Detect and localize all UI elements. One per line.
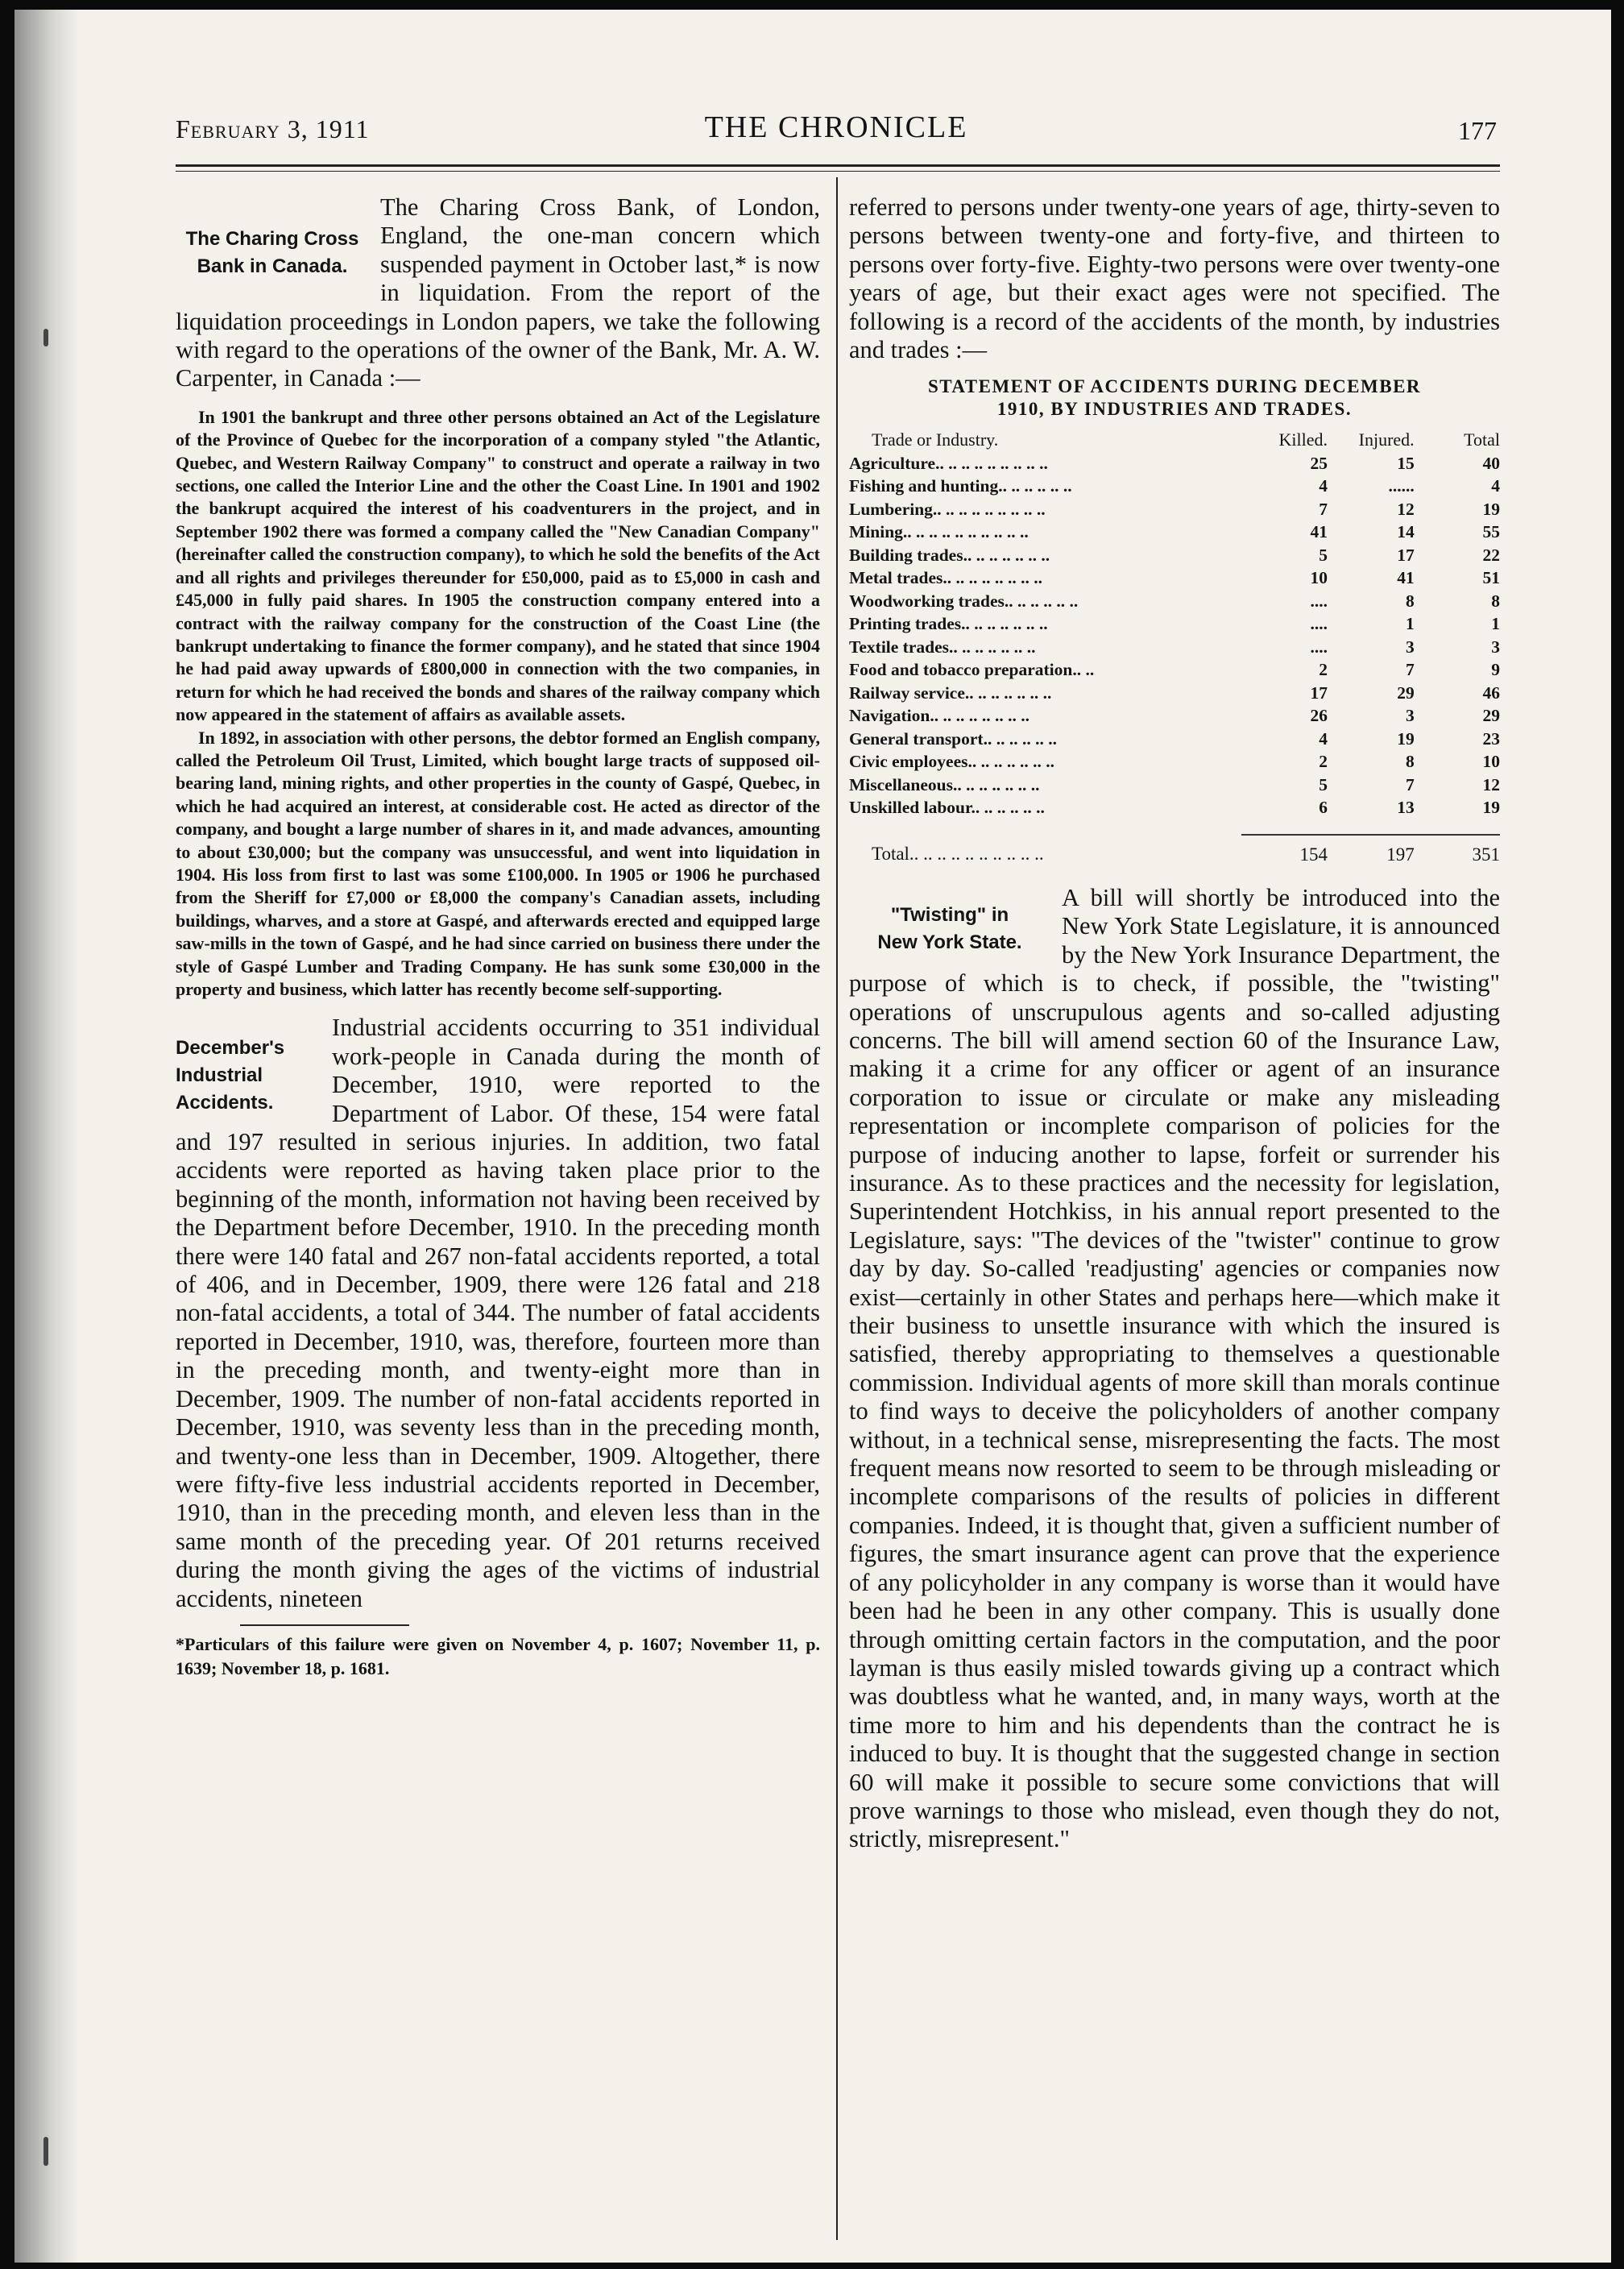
december-accidents-continuation: referred to persons under twenty-one years of age, thirty-seven to persons between twenty-one and forty-five, and thirteen to persons over forty-five. Eighty-two persons were over twenty-one years of age, but their exact ages were not specified. The following is a record of the accidents of the month, by industries and trades :—: [849, 193, 1500, 364]
table-row: [849, 590, 1500, 613]
table-title-line: 1910, BY INDUSTRIES AND TRADES.: [996, 399, 1353, 420]
december-accidents-text: Industrial accidents occurring to 351 individual work-people in Canada during the month of December, 1910, were reported to the Department of Labor. Of these, 154 were fatal and 197 resulted in serious injuries. In addition, two fatal accidents were reported as having taken place prior to the beginning of the month, information not having been received by the Department before December, 1910. In the preceding month there were 140 fatal and 267 non-fatal accidents reported, a total of 406, and in December, 1909, there were 126 fatal and 218 non-fatal accidents, a total of 344. The number of fatal accidents reported in December, 1910, was, therefore, fourteen more than in the preceding month, and twenty-eight more than in December, 1909. The number of non-fatal accidents reported in December, 1910, was seventy less than in the preceding month, and twenty-one less than in December, 1909. Altogether, there were fifty-five less industrial accidents reported in December, 1910, than in the preceding month, and eleven less than in the same month of the preceding year. Of 201 returns received during the month giving the ages of the victims of industrial accidents, nineteen: [176, 1014, 820, 1612]
table-row: [849, 521, 1500, 544]
trade-cell: General transport.. .. .. .. .. ..: [849, 728, 1057, 749]
total-cell: 4: [1491, 476, 1500, 496]
trade-cell: Building trades.. .. .. .. .. .. ..: [849, 545, 1050, 565]
twisting-text: A bill will shortly be introduced into the New York State Legislature, it is announced by the New York Insurance Department, the purpose of which is to check, if possible, the "twisting" operations of unscrupulous agents and so-called adjusting concerns. The bill will amend section 60 of the Insurance Law, making it a crime for any officer or agent of an insurance corporation to issue or circulate or make any misleading representation or incomplete comparison of policies for the purpose of inducing another to lapse, forfeit or surrender his insurance. As to these practices and the necessity for legislation, Superintendent Hotchkiss, in his annual report presented to the Legislature, says: "The devices of the "twister" continue to grow day by day. So-called 'readjusting' agencies or companies now exist—certainly in other States and perhaps here—which make it their business to unsettle insurance with which the insured is satisfied, thereby appropriating to themselves a questionable commission. Individual agents of more skill than morals continue to find ways to deceive the policyholders of another company without, in a technical sense, misrepresenting the facts. The most frequent means now resorted to seem to be through misleading or incomplete comparisons of the results of policies in different companies. Indeed, it is thought that, given a sufficient number of figures, the smart insurance agent can prove that the experience of any policyholder in any company is worse than it would have been had he been in any other company. This is usually done through omitting certain factors in the computation, and the poor layman is thus easily misled towards giving up a contract which was doubtless what he wanted, and, in many ways, worth at the time more to him and his dependents than the contract he is induced to buy. It is thought that the suggested change in section 60 will make it possible to secure some convictions that will prove warnings to those who mislead, even though they do not, strictly, misrepresent.": [849, 883, 1500, 1853]
total-cell: 8: [1491, 591, 1500, 611]
binding-mark: [44, 329, 48, 346]
table-row: [849, 498, 1500, 521]
injured-cell: 3: [1405, 637, 1415, 657]
trade-cell: Navigation.. .. .. .. .. .. .. ..: [849, 706, 1030, 726]
trade-cell: Unskilled labour.. .. .. .. .. ..: [849, 798, 1045, 818]
table-row: [849, 704, 1500, 728]
trade-cell: Metal trades.. .. .. .. .. .. .. ..: [849, 568, 1043, 588]
table-row: [849, 682, 1500, 705]
total-cell: 9: [1491, 660, 1500, 680]
trade-cell: Miscellaneous.. .. .. .. .. .. ..: [849, 774, 1040, 794]
newspaper-page: [14, 10, 1611, 2263]
injured-cell: 8: [1405, 591, 1415, 611]
side-heading-line: The Charing Cross: [185, 228, 359, 250]
injured-cell: 12: [1397, 499, 1415, 519]
total-cell: 51: [1482, 568, 1500, 588]
killed-cell: 41: [1310, 522, 1328, 542]
injured-cell: 1: [1405, 614, 1415, 634]
killed-cell: 2: [1319, 752, 1328, 772]
table-row: [849, 612, 1500, 636]
table-sum-rule: [849, 819, 1500, 835]
table-row: [849, 796, 1500, 819]
column-divider: [836, 177, 838, 2240]
charing-cross-intro: The Charing Cross Bank, of London, England, the one-man concern which suspended payment in October last,* is now in liquidation. From the report of the liquidation proceedings in London papers, we take the following with regard to the operations of the owner of the Bank, Mr. A. W. Carpenter, in Canada :—: [176, 193, 820, 392]
trade-cell: Mining.. .. .. .. .. .. .. .. .. ..: [849, 522, 1029, 542]
total-cell: 19: [1482, 499, 1500, 519]
total-cell: 55: [1482, 522, 1500, 542]
total-cell: 1: [1491, 614, 1500, 634]
right-column: [849, 193, 1500, 1854]
accidents-table: [849, 429, 1500, 874]
accidents-table-block: [849, 375, 1500, 874]
injured-cell: 29: [1397, 682, 1415, 703]
trade-cell: Agriculture.. .. .. .. .. .. .. .. ..: [849, 453, 1048, 473]
trade-cell: Civic employees.. .. .. .. .. .. ..: [849, 752, 1054, 772]
side-heading-twisting: [849, 902, 1050, 956]
table-row: [849, 475, 1500, 498]
page-number: 177: [1458, 116, 1497, 145]
total-label: Total.. .. .. .. .. .. .. .. .. ..: [872, 844, 1044, 865]
injured-cell: 15: [1397, 453, 1415, 473]
total-cell: 22: [1482, 545, 1500, 565]
header-rule-thin: [176, 171, 1500, 172]
total-cell: 40: [1482, 453, 1500, 473]
side-heading-line: Industrial: [176, 1064, 263, 1087]
side-heading-line: "Twisting" in: [890, 903, 1009, 926]
injured-total: 197: [1386, 844, 1415, 865]
total-cell: 29: [1482, 706, 1500, 726]
table-row: [849, 452, 1500, 475]
trade-cell: Printing trades.. .. .. .. .. .. ..: [849, 614, 1048, 634]
injured-cell: 7: [1405, 774, 1415, 794]
killed-cell: 25: [1310, 453, 1328, 473]
killed-cell: 26: [1310, 706, 1328, 726]
trade-cell: Fishing and hunting.. .. .. .. .. ..: [849, 476, 1072, 496]
header-rule: [176, 164, 1500, 167]
killed-cell: 5: [1319, 774, 1328, 794]
side-heading-line: Accidents.: [176, 1092, 274, 1114]
article-december-accidents: [176, 1014, 820, 1613]
side-heading-december-accidents: [176, 1035, 321, 1117]
left-column: [176, 193, 820, 1681]
trade-cell: Food and tobacco preparation.. ..: [849, 660, 1095, 680]
table-row: [849, 658, 1500, 682]
binding-mark: [44, 2137, 48, 2166]
column-header: Total: [1464, 429, 1500, 450]
column-header: Injured.: [1358, 429, 1415, 450]
injured-cell: ......: [1388, 476, 1415, 496]
injured-cell: 3: [1405, 706, 1415, 726]
column-header: Trade or Industry.: [872, 429, 999, 450]
killed-cell: 6: [1319, 798, 1328, 818]
side-heading-line: Bank in Canada.: [197, 255, 348, 277]
table-title: [849, 375, 1500, 421]
table-row: [849, 774, 1500, 797]
killed-cell: ....: [1310, 637, 1328, 657]
table-title-line: STATEMENT OF ACCIDENTS DURING DECEMBER: [927, 376, 1422, 397]
table-body: [849, 452, 1500, 874]
killed-cell: 4: [1319, 728, 1328, 749]
table-row: [849, 544, 1500, 567]
injured-cell: 13: [1397, 798, 1415, 818]
total-cell: 19: [1482, 798, 1500, 818]
table-row: [849, 728, 1500, 751]
injured-cell: 8: [1405, 752, 1415, 772]
killed-total: 154: [1299, 844, 1328, 865]
killed-cell: 5: [1319, 545, 1328, 565]
killed-cell: 2: [1319, 660, 1328, 680]
side-heading-line: New York State.: [877, 931, 1022, 953]
injured-cell: 14: [1397, 522, 1415, 542]
injured-cell: 41: [1397, 568, 1415, 588]
killed-cell: 4: [1319, 476, 1328, 496]
total-cell: 23: [1482, 728, 1500, 749]
column-header: Killed.: [1278, 429, 1328, 450]
total-cell: 3: [1491, 637, 1500, 657]
trade-cell: Lumbering.. .. .. .. .. .. .. .. ..: [849, 499, 1046, 519]
table-row: [849, 566, 1500, 590]
killed-cell: 17: [1310, 682, 1328, 703]
killed-cell: ....: [1310, 614, 1328, 634]
article-charing-cross: [176, 193, 820, 1001]
total-cell: 46: [1482, 682, 1500, 703]
grand-total: 351: [1472, 844, 1500, 865]
table-total-row: [849, 835, 1500, 874]
page-header: [176, 110, 1497, 158]
table-row: [849, 636, 1500, 659]
issue-date: February 3, 1911: [176, 114, 370, 143]
killed-cell: 7: [1319, 499, 1328, 519]
killed-cell: 10: [1310, 568, 1328, 588]
footnote-rule: [240, 1624, 409, 1626]
injured-cell: 7: [1405, 660, 1415, 680]
trade-cell: Woodworking trades.. .. .. .. .. ..: [849, 591, 1079, 611]
trade-cell: Railway service.. .. .. .. .. .. ..: [849, 682, 1052, 703]
total-cell: 12: [1482, 774, 1500, 794]
publication-title: THE CHRONICLE: [704, 110, 968, 144]
trade-cell: Textile trades.. .. .. .. .. .. ..: [849, 637, 1036, 657]
footnote: *Particulars of this failure were given on November 4, p. 1607; November 11, p. 1639; November 18, p. 1681.: [176, 1633, 820, 1678]
killed-cell: ....: [1310, 591, 1328, 611]
table-row: [849, 750, 1500, 774]
total-cell: 10: [1482, 752, 1500, 772]
side-heading-charing-cross: [176, 226, 369, 280]
injured-cell: 17: [1397, 545, 1415, 565]
table-header-row: [849, 429, 1500, 452]
injured-cell: 19: [1397, 728, 1415, 749]
article-twisting: [849, 884, 1500, 1854]
charing-cross-quote-1: In 1901 the bankrupt and three other persons obtained an Act of the Legislature of the Province of Quebec for the incorporation of a company styled "the Atlantic, Quebec, and Western Railway Company" to construct and operate a railway in two sections, one called the Interior Line and the other the Coast Line. In 1901 and 1902 the bankrupt acquired the interest of his coadventurers in the project, and in September 1902 there was formed a company called the "New Canadian Company" (hereinafter called the construction company), to which he sold the benefits of the Act and all rights and privileges thereunder for £50,000, paid as to £5,000 in cash and £45,000 in fully paid shares. In 1905 the construction company entered into a contract with the railway company for the construction of the Coast Line (the bankrupt undertaking to finance the former company), and he stated that since 1904 he had paid away upwards of £800,000 in connection with the two companies, in return for which he had received the bonds and shares of the railway company which now appeared in the statement of affairs as available assets.: [176, 406, 820, 725]
charing-cross-quote-2: In 1892, in association with other persons, the debtor formed an English company, called the Petroleum Oil Trust, Limited, which bought large tracts of supposed oil-bearing land, mining rights, and other properties in the county of Gaspé, Quebec, in which he had acquired an interest, at considerable cost. He acted as director of the company, and bought a large number of shares in it, and made advances, amounting to about £30,000; but the company was unsuccessful, and went into liquidation in 1904. His loss from first to last was some £100,000. In 1905 or 1906 he purchased from the Sheriff for £7,000 or £8,000 the company's Canadian assets, including buildings, wharves, and a store at Gaspé, and afterwards erected and equipped large saw-mills in the town of Gaspé, and he had since carried on business there under the style of Gaspé Lumber and Trading Company. He has sunk some £30,000 in the property and business, which latter has recently become self-supporting.: [176, 727, 820, 999]
side-heading-line: December's: [176, 1037, 285, 1060]
